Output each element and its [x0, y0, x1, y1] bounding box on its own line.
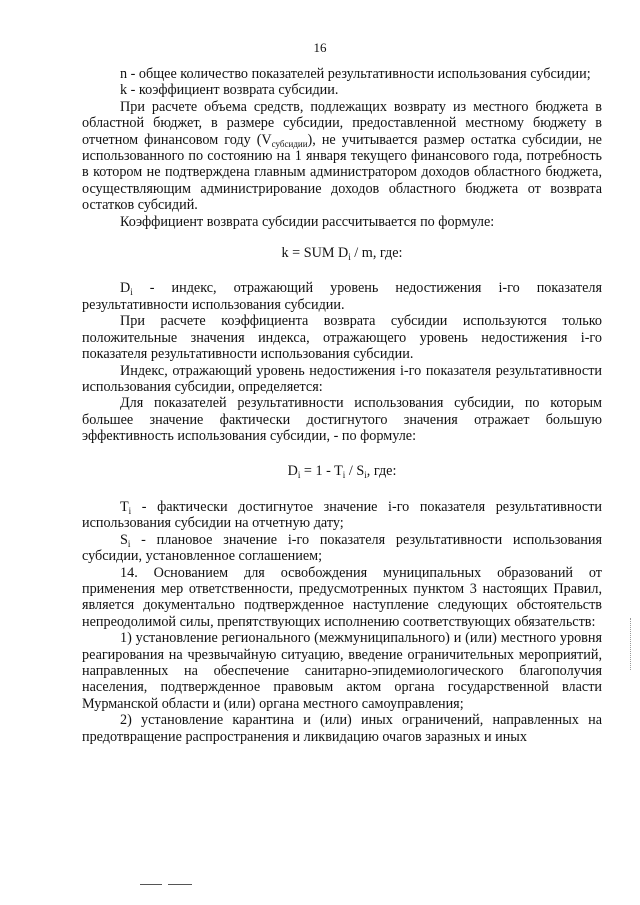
- paragraph-positive-values: При расчете коэффициента возврата субсидии используются только положительные значения индекса, отражающего уровень недостижения i-го показателя результативности использования субсидии.: [82, 313, 602, 363]
- footer-dash: [140, 884, 162, 885]
- definition-d: $D_i$ - индекс, отражающий уровень недостижения i-го показателя результативности использования субсидии.: [82, 280, 602, 313]
- paragraph-refund-calculation: При расчете объема средств, подлежащих возврату из местного бюджета в областной бюджет, в размере субсидии, предоставленной местному бюджету в отчетном финансовом году $(V_{субсидии})$, не учитывается размер остатка субсидии, не использованного по состоянию на 1 января текущего финансового года, потребность в котором не подтверждена главным администратором доходов областного бюджета, осуществляющим администрирование доходов областного бюджета от возврата остатков субсидий.: [82, 98, 602, 214]
- definition-n: n - общее количество показателей результативности использования субсидии;: [120, 66, 591, 82]
- footer-marks: [140, 884, 200, 886]
- definition-t: $T_i$ - фактически достигнутое значение i-го показателя результативности использования субсидии на отчетную дату;: [82, 498, 602, 532]
- paragraph-formula-intro: Для показателей результативности использования субсидии, по которым большее значение фактически достигнутого значения отражает большую эффективность использования субсидии, - по формуле:: [82, 395, 602, 445]
- paragraph-index-definition: Индекс, отражающий уровень недостижения i-го показателя результативности использования субсидии, определяется:: [82, 362, 602, 395]
- footer-dash: [168, 884, 192, 885]
- formula-d: $D_i = 1 - T_i / S_i$, где:: [287, 462, 397, 480]
- page-number: 16: [313, 40, 327, 55]
- definition-k: k - коэффициент возврата субсидии.: [120, 82, 339, 99]
- list-item-1: 1) установление регионального (межмуниципального) и (или) местного уровня реагирования на чрезвычайную ситуацию, введение ограничительных мероприятий, направленных на обеспечение санитарно-эпидемиологического благополучия населения, подтвержденное правовым актом органа государственной власти Мурманской области и (или) органа местного самоуправления;: [82, 630, 602, 712]
- list-item-2: 2) установление карантина и (или) иных ограничений, направленных на предотвращение распространения и ликвидацию очагов заразных и иных: [82, 712, 602, 745]
- formula-k: k = SUM $D_i$ / m, где:: [281, 245, 403, 263]
- definition-s: $S_i$ - плановое значение i-го показателя результативности использования субсидии, установленное соглашением;: [82, 531, 602, 565]
- paragraph-coefficient-intro: Коэффициент возврата субсидии рассчитывается по формуле:: [120, 213, 495, 230]
- scan-edge-mark: [630, 618, 632, 670]
- document-body: [82, 66, 602, 745]
- paragraph-14: 14. Основанием для освобождения муниципальных образований от применения мер ответственности, предусмотренных пунктом 3 настоящих Правил, является документально подтвержденное наступление следующих обстоятельств непреодолимой силы, препятствующих исполнению соответствующих обязательств:: [82, 564, 602, 630]
